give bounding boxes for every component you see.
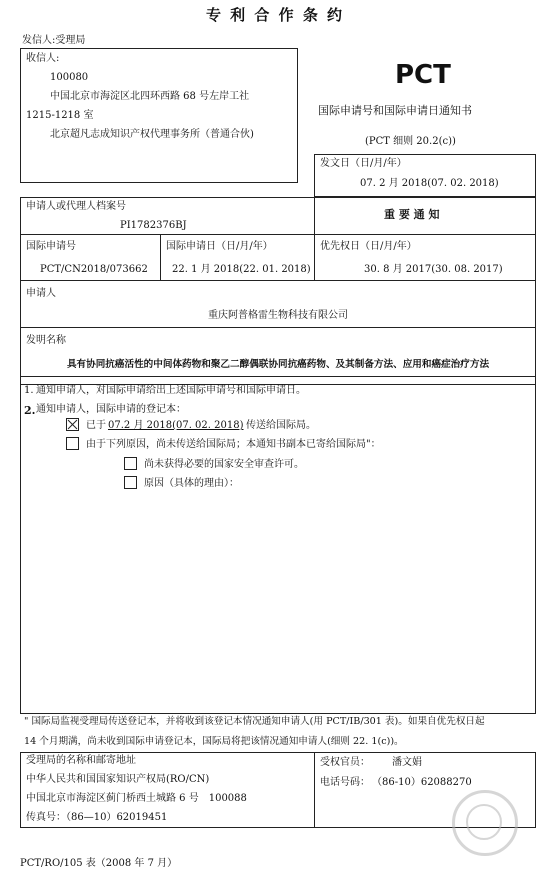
officer-name: 潘文娟 (392, 757, 422, 768)
item1-number: 1. (24, 385, 34, 396)
phone-label: 电话号码： (320, 777, 370, 788)
office-fax: 传真号：（86—10）62019451 (26, 812, 168, 823)
officer-label: 受权官员： (320, 757, 370, 768)
file-ref-value: PI1782376BJ (120, 220, 187, 231)
checkbox-other-reason[interactable] (124, 476, 137, 489)
dispatch-value: 07. 2 月 2018(07. 02. 2018) (360, 178, 499, 189)
intl-app-no-value: PCT/CN2018/073662 (40, 264, 148, 275)
recipient-agency: 北京超凡志成知识产权代理事务所（普通合伙) (50, 129, 254, 140)
phone-number: （86-10）62088270 (372, 777, 472, 788)
priority-date-label: 优先权日（日/月/年） (320, 241, 417, 252)
official-seal-inner (466, 804, 502, 840)
invention-label: 发明名称 (26, 335, 66, 346)
office-address: 中国北京市海淀区蓟门桥西土城路 6 号 100088 (26, 793, 247, 804)
option-a-prefix: 已于 (86, 420, 106, 431)
recipient-postcode: 100080 (50, 72, 89, 83)
option-b2-text: 原因（具体的理由）： (144, 478, 239, 489)
intl-app-no-label: 国际申请号 (26, 241, 76, 252)
form-grid (20, 197, 536, 385)
pct-logo: PCT (395, 60, 451, 90)
applicant-label: 申请人 (26, 288, 56, 299)
applicant-value: 重庆阿普格雷生物科技有限公司 (208, 310, 348, 321)
item2-number: 2. (24, 404, 36, 417)
intl-filing-date-label: 国际申请日（日/月/年） (166, 241, 273, 252)
important-notice: 重 要 通 知 (384, 208, 440, 221)
dispatch-label: 发文日（日/月/年） (320, 158, 407, 169)
file-ref-label: 申请人或代理人档案号 (26, 201, 126, 212)
notice-title: 国际申请号和国际申请日通知书 (318, 104, 472, 117)
checkbox-transmitted[interactable] (66, 418, 79, 431)
option-a-date: 07.2 月 2018(07. 02. 2018) (108, 420, 244, 431)
office-name: 中华人民共和国国家知识产权局(RO/CN) (26, 774, 210, 785)
item2-text: 通知申请人，国际申请的登记本： (36, 404, 186, 415)
office-label: 受理局的名称和邮寄地址 (26, 755, 136, 766)
intl-filing-date-value: 22. 1 月 2018(22. 01. 2018) (172, 264, 311, 275)
recipient-address-line1: 中国北京市海淀区北四环西路 68 号左岸工社 (50, 91, 250, 102)
recipient-label: 收信人: (26, 53, 60, 64)
option-b-text: 由于下列原因，尚未传送给国际局；本通知书副本已寄给国际局"： (86, 439, 381, 450)
form-identifier: PCT/RO/105 表（2008 年 7 月） (20, 858, 178, 869)
document-title: 专 利 合 作 条 约 (205, 6, 345, 24)
footnote-line1: " 国际局监视受理局传送登记本，并将收到该登记本情况通知申请人(用 PCT/IB/301 表)。如果自优先权日起 (24, 716, 485, 727)
checkmark-x-icon (67, 419, 78, 430)
invention-value: 具有协同抗癌活性的中间体药物和聚乙二醇偶联协同抗癌药物、及其制备方法、应用和癌症治疗方法 (66, 359, 490, 370)
checkbox-not-transmitted[interactable] (66, 437, 79, 450)
sender-label: 发信人:受理局 (22, 35, 86, 46)
option-a-suffix: 传送给国际局。 (246, 420, 316, 431)
option-b1-text: 尚未获得必要的国家安全审查许可。 (144, 459, 304, 470)
pct-rule: (PCT 细则 20.2(c)) (365, 136, 456, 147)
recipient-address-line2: 1215-1218 室 (26, 110, 94, 121)
footnote-line2: 14 个月期满，尚未收到国际申请登记本，国际局将把该情况通知申请人(细则 22. 1(c))。 (24, 736, 404, 747)
item1-text: 通知申请人，对国际申请给出上述国际申请号和国际申请日。 (36, 385, 306, 396)
priority-date-value: 30. 8 月 2017(30. 08. 2017) (364, 264, 503, 275)
checkbox-security-clearance[interactable] (124, 457, 137, 470)
